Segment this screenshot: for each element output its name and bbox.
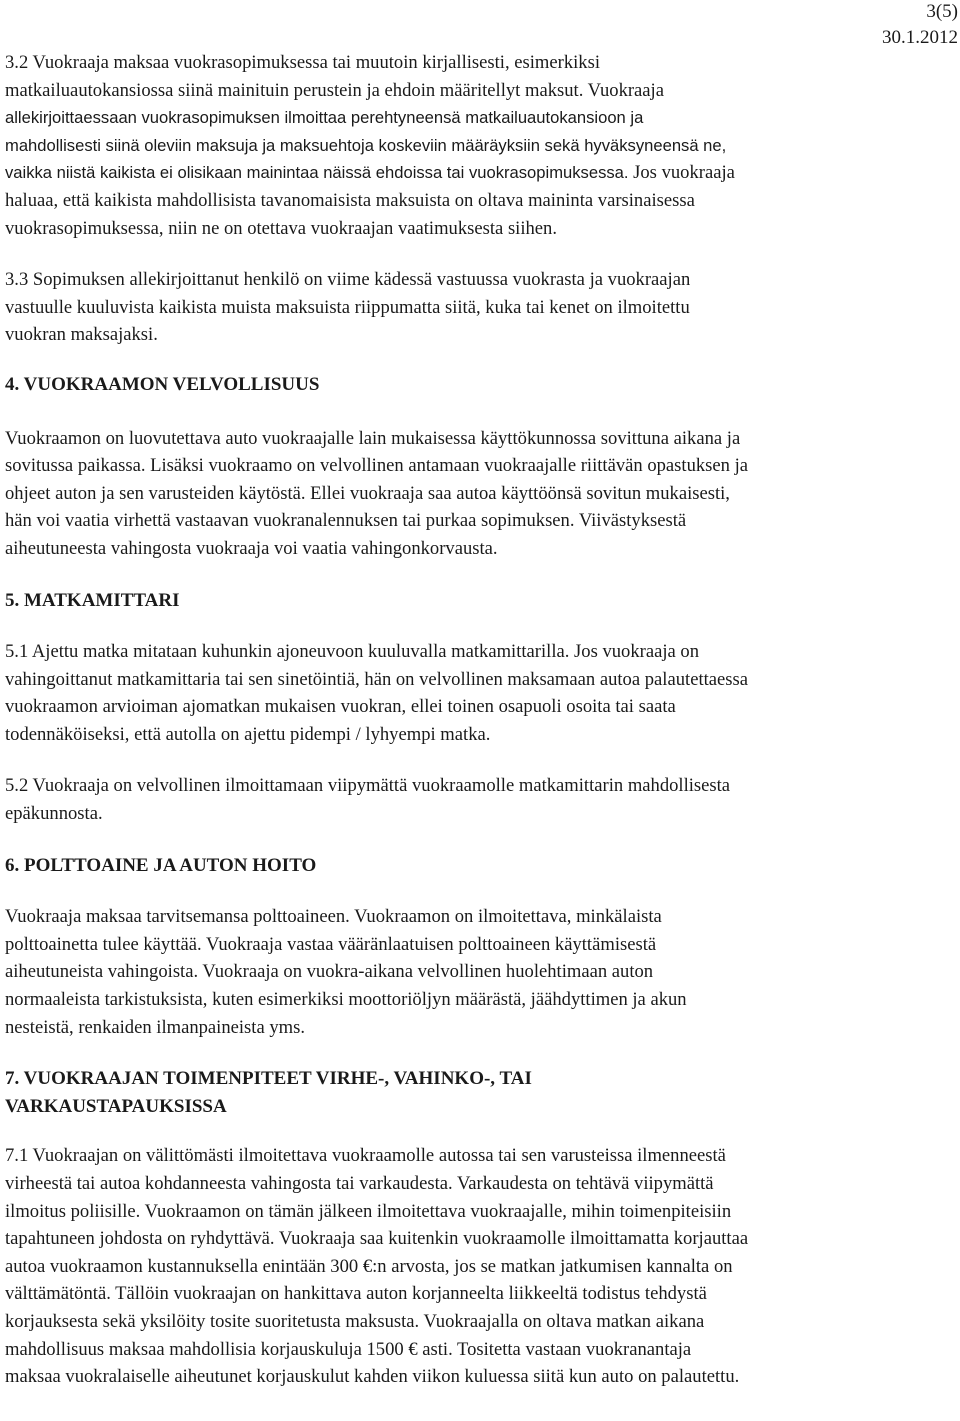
section-7-heading-line-1: 7. VUOKRAAJAN TOIMENPITEET VIRHE-, VAHINKO-, TAI bbox=[5, 1068, 532, 1090]
text-line: virheestä tai autoa kohdanneesta vahingosta tai varkaudesta. Varkaudesta on tehtävä viipymättä bbox=[5, 1173, 714, 1194]
paragraph-7-1 bbox=[5, 1142, 960, 1390]
paragraph-5-1 bbox=[5, 638, 960, 748]
text-line: vuokran maksajaksi. bbox=[5, 324, 158, 346]
paragraph-5-2 bbox=[5, 772, 960, 827]
text-line: matkailuautokansiossa siinä mainituin perustein ja ehdoin määritellyt maksut. Vuokraaja bbox=[5, 79, 664, 101]
text-line: 5.1 Ajettu matka mitataan kuhunkin ajoneuvoon kuuluvalla matkamittarilla. Jos vuokraaja on bbox=[5, 641, 700, 663]
text-line: 5.2 Vuokraaja on velvollinen ilmoittamaan viipymättä vuokraamolle matkamittarin mahdollisesta bbox=[5, 775, 731, 797]
text-line: normaaleista tarkistuksista, kuten esimerkiksi moottoriöljyn määrästä, jäähdyttimen ja akun bbox=[5, 989, 687, 1011]
section-6-heading: 6. POLTTOAINE JA AUTON HOITO bbox=[5, 854, 317, 876]
text-line: Vuokraaja maksaa tarvitsemansa polttoaineen. Vuokraamon on ilmoitettava, minkälaista bbox=[5, 906, 662, 928]
text-line: mahdollisuus maksaa mahdollisia korjauskuluja 1500 € asti. Tositetta vastaan vuokranantaja bbox=[5, 1338, 692, 1360]
text-line: allekirjoittaessaan vuokrasopimuksen ilmoittaa perehtyneensä matkailuautokansioon ja bbox=[5, 108, 644, 128]
text-line: 3.3 Sopimuksen allekirjoittanut henkilö on viime kädessä vastuussa vuokrasta ja vuokraajan bbox=[5, 269, 691, 291]
text-line: ohjeet auton ja sen varusteiden käytöstä. Ellei vuokraaja saa autoa käyttöönsä sovitun mukaisesti, bbox=[5, 482, 730, 504]
paragraph-4 bbox=[5, 425, 960, 563]
text-line: autoa vuokraamon kustannuksella enintään 300 €:n arvosta, jos se matkan jatkumisen kannalta on bbox=[5, 1255, 733, 1277]
text-line: tapahtuneen johdosta on ryhdyttävä. Vuokraaja saa kuitenkin vuokraamolle ilmoittamatta korjauttaa bbox=[5, 1228, 749, 1250]
text-line: korjauksesta sekä yksilöity tosite suoritetusta maksusta. Vuokraajalla on oltava matkan aikana bbox=[5, 1310, 705, 1332]
text-line: aiheutuneesta vahingosta vuokraaja voi vaatia vahingonkorvausta. bbox=[5, 537, 498, 559]
text-line: nesteistä, renkaiden ilmanpaineista yms. bbox=[5, 1016, 305, 1038]
text-line: aiheutuneista vahingoista. Vuokraaja on vuokra-aikana velvollinen huolehtimaan auton bbox=[5, 961, 654, 983]
text-line-continuation: Jos vuokraaja bbox=[628, 162, 735, 184]
text-line: epäkunnosta. bbox=[5, 803, 103, 825]
page-number: 3(5) bbox=[926, 1, 958, 22]
paragraph-3-2 bbox=[5, 49, 960, 242]
text-line: polttoainetta tulee käyttää. Vuokraaja vastaa vääränlaatuisen polttoaineen käyttämisestä bbox=[5, 933, 657, 955]
text-line: 3.2 Vuokraaja maksaa vuokrasopimuksessa tai muutoin kirjallisesti, esimerkiksi bbox=[5, 52, 600, 73]
text-line: mahdollisesti siinä oleviin maksuja ja maksuehtoja koskeviin määräyksiin sekä hyväksyneensä ne, bbox=[5, 135, 727, 155]
section-4-heading: 4. VUOKRAAMON VELVOLLISUUS bbox=[5, 373, 320, 395]
text-line: vaikka niistä kaikista ei olisikaan mainintaa näissä ehdoissa tai vuokrasopimuksessa. bbox=[5, 163, 629, 183]
text-line: 7.1 Vuokraajan on välittömästi ilmoitettava vuokraamolle autossa tai sen varusteissa ilmenneestä bbox=[5, 1145, 726, 1167]
text-line: haluaa, että kaikista mahdollisista tavanomaisista maksuista on oltava maininta varsinaisessa bbox=[5, 189, 695, 211]
document-date: 30.1.2012 bbox=[882, 27, 958, 48]
text-line: vuokraamon arvioiman ajomatkan mukaisen vuokran, ellei toinen osapuoli osoita tai saata bbox=[5, 696, 676, 718]
text-line: vastuulle kuuluvista kaikista muista maksuista riippumatta siitä, kuka tai kenet on ilmoitettu bbox=[5, 296, 690, 318]
text-line: Vuokraamon on luovutettava auto vuokraajalle lain mukaisessa käyttökunnossa sovittuna aikana ja bbox=[5, 427, 741, 449]
text-line: välttämätöntä. Tällöin vuokraajan on hankittava auton korjanneelta liikkeeltä todistus tehdystä bbox=[5, 1283, 707, 1305]
paragraph-3-3 bbox=[5, 266, 960, 349]
section-7-heading-line-2: VARKAUSTAPAUKSISSA bbox=[5, 1095, 227, 1117]
text-line: sovitussa paikassa. Lisäksi vuokraamo on velvollinen antamaan vuokraajalle riittävän opastuksen ja bbox=[5, 455, 749, 477]
section-5-heading: 5. MATKAMITTARI bbox=[5, 589, 180, 611]
text-line: maksaa vuokralaiselle aiheutunet korjauskulut kahden viikon kuluessa siitä kun auto on palautettu. bbox=[5, 1366, 740, 1388]
text-line: ilmoitus poliisille. Vuokraamon on tämän jälkeen ilmoitettava vuokraajalle, mihin toimenpiteisiin bbox=[5, 1200, 732, 1222]
text-line: todennäköiseksi, että autolla on ajettu pidempi / lyhyempi matka. bbox=[5, 723, 491, 745]
paragraph-6 bbox=[5, 903, 960, 1041]
text-line: vuokrasopimuksessa, niin ne on otettava vuokraajan vaatimuksesta siihen. bbox=[5, 217, 558, 239]
text-line: hän voi vaatia virhettä vastaavan vuokranalennuksen tai purkaa sopimuksen. Viivästyksestä bbox=[5, 510, 687, 532]
text-line: vahingoittanut matkamittaria tai sen sinetöintiä, hän on velvollinen maksamaan autoa palautettaessa bbox=[5, 668, 749, 690]
document-body bbox=[5, 49, 960, 1391]
